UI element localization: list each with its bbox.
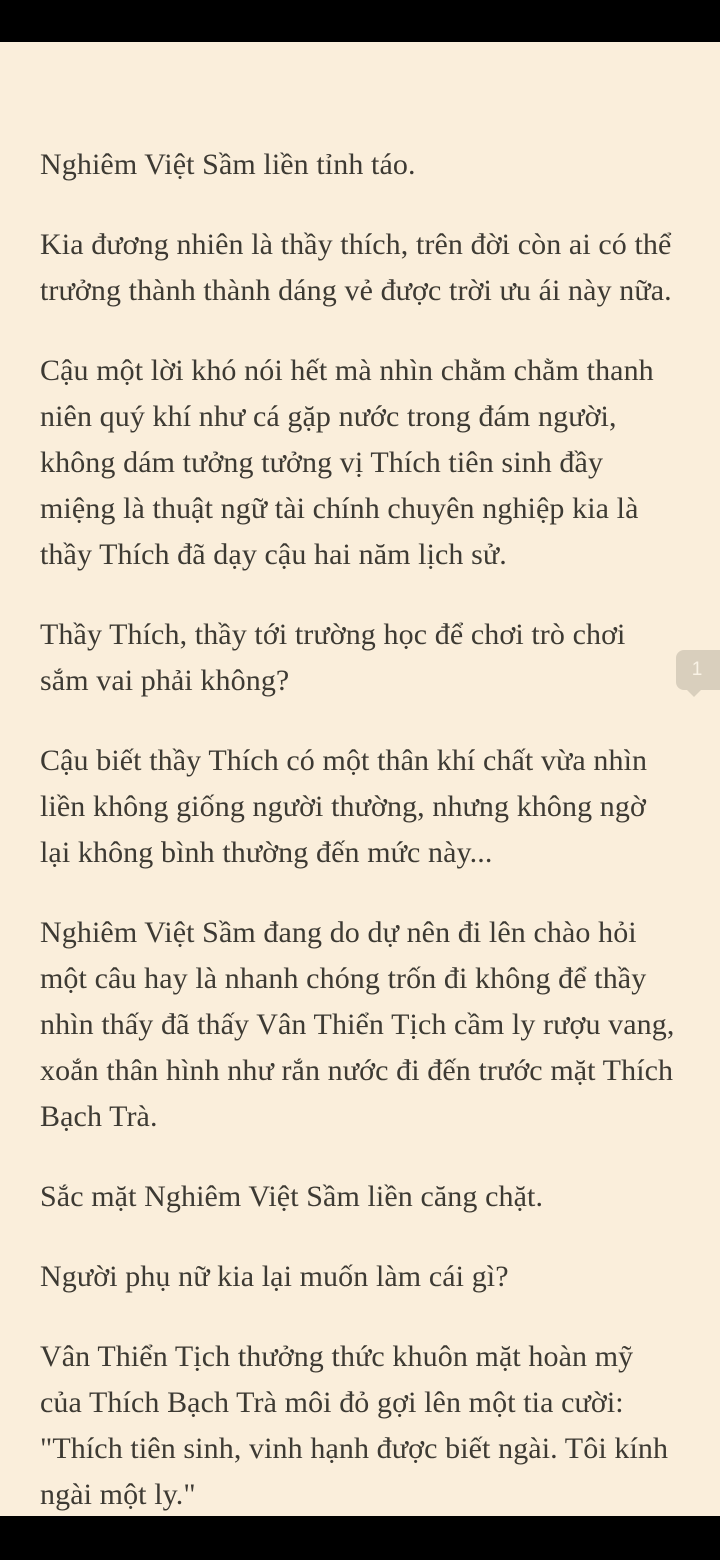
status-bar xyxy=(0,0,720,42)
navigation-bar xyxy=(0,1516,720,1560)
paragraph[interactable]: Nghiêm Việt Sầm đang do dự nên đi lên chào hỏi một câu hay là nhanh chóng trốn đi không để thầy nhìn thấy đã thấy Vân Thiển Tịch cầm ly rượu vang, xoắn thân hình như rắn nước đi đến trước mặt Thích Bạch Trà. xyxy=(40,916,675,1133)
reader-content xyxy=(0,42,720,1516)
paragraph[interactable]: Người phụ nữ kia lại muốn làm cái gì? xyxy=(40,1260,509,1293)
paragraph[interactable]: Nghiêm Việt Sầm liền tỉnh táo. xyxy=(40,148,416,181)
reader-page[interactable] xyxy=(0,42,720,1516)
comment-count-badge[interactable] xyxy=(676,650,720,690)
paragraph[interactable]: Thầy Thích, thầy tới trường học để chơi trò chơi sắm vai phải không? xyxy=(40,618,626,697)
paragraph[interactable]: Cậu biết thầy Thích có một thân khí chất vừa nhìn liền không giống người thường, nhưng không ngờ lại không bình thường đến mức này... xyxy=(40,744,648,869)
paragraph[interactable]: Cậu một lời khó nói hết mà nhìn chằm chằm thanh niên quý khí như cá gặp nước trong đám người, không dám tưởng tưởng vị Thích tiên sinh đầy miệng là thuật ngữ tài chính chuyên nghiệp kia là thầy Thích đã dạy cậu hai năm lịch sử. xyxy=(40,354,654,571)
paragraph[interactable]: Vân Thiển Tịch thưởng thức khuôn mặt hoàn mỹ của Thích Bạch Trà môi đỏ gợi lên một tia cười: "Thích tiên sinh, vinh hạnh được biết ngài. Tôi kính ngài một ly." xyxy=(40,1340,669,1511)
paragraph[interactable]: Kia đương nhiên là thầy thích, trên đời còn ai có thể trưởng thành thành dáng vẻ được trời ưu ái này nữa. xyxy=(40,228,672,307)
paragraph[interactable]: Sắc mặt Nghiêm Việt Sầm liền căng chặt. xyxy=(40,1180,544,1213)
comment-count-label: 1 xyxy=(691,659,703,680)
